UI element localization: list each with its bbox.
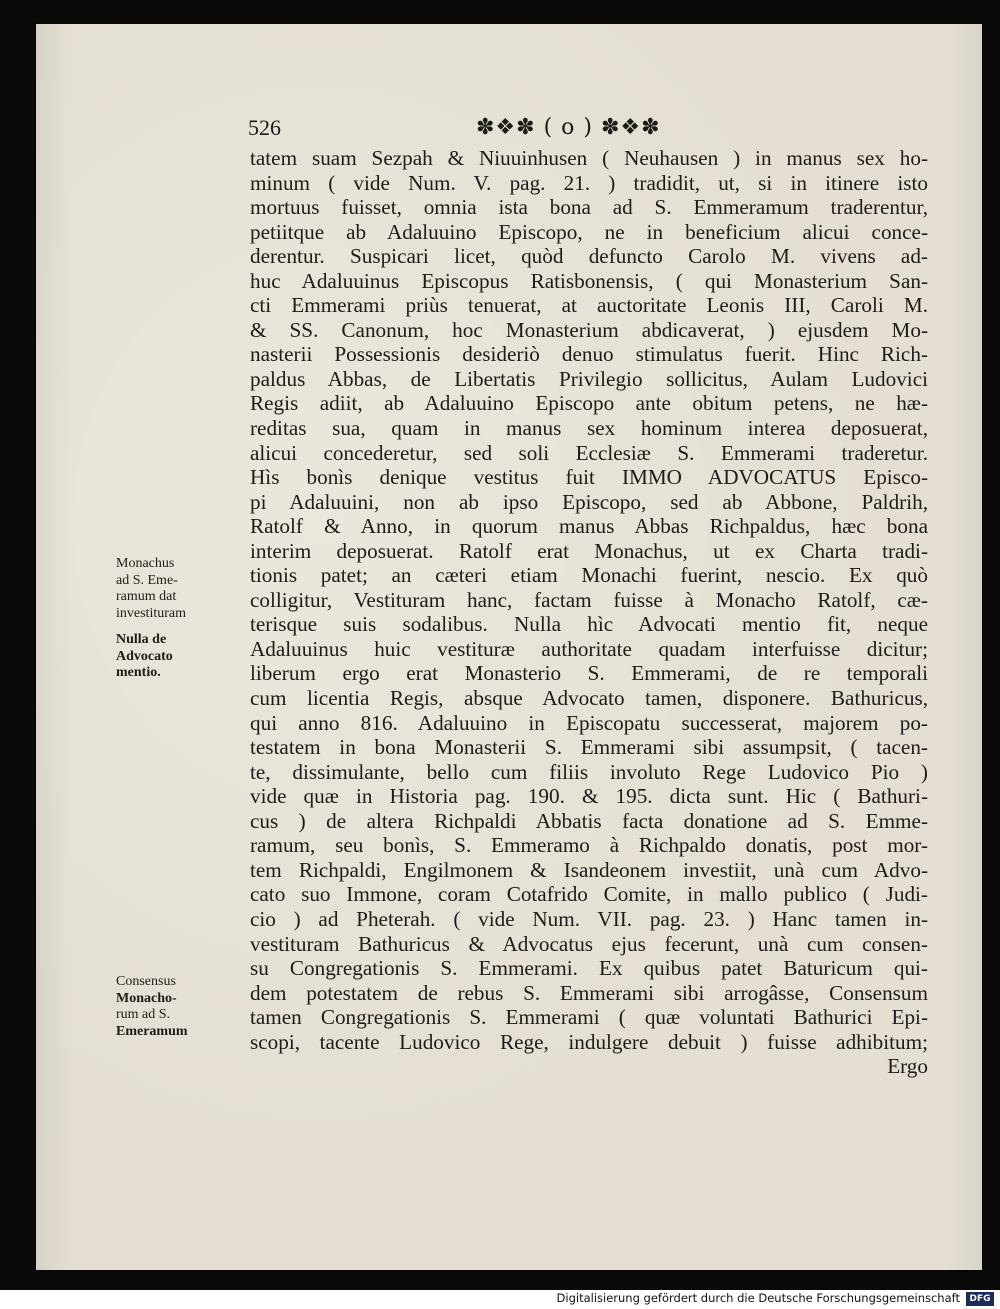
margin-note-line: investituram xyxy=(116,605,186,621)
text-line: scopi, tacente Ludovico Rege, indulgere debuit ) fuisse adhibitum; xyxy=(250,1029,928,1054)
text-line: alicui concederetur, sed soli Ecclesiæ S. Emmerami traderetur. xyxy=(250,440,928,465)
text-line: ramum, seu bonìs, S. Emmeramo à Richpaldo donatis, post mor- xyxy=(250,833,928,858)
text-line: reditas sua, quam in manus sex hominum interea deposuerat, xyxy=(250,416,928,441)
margin-note-line: ramum dat xyxy=(116,589,177,604)
text-line: tem Richpaldi, Engilmonem & Isandeonem investiit, unà cum Advo- xyxy=(250,857,928,882)
header-ornament: ✽❖✽ ( o ) ✽❖✽ xyxy=(476,115,661,140)
margin-note-line: mentio. xyxy=(116,665,161,680)
margin-note-line: Nulla de xyxy=(116,632,167,647)
text-line: Adaluuinus huic vestituræ authoritate quadam interfuisse dicitur; xyxy=(250,636,928,661)
margin-note-line: ad S. Eme- xyxy=(116,572,178,588)
text-line: Regis adiit, ab Adaluuino Episcopo ante obitum petens, ne hæ- xyxy=(250,391,928,416)
funding-notice: Digitalisierung gefördert durch die Deutsche Forschungsgemeinschaft xyxy=(556,1291,960,1305)
text-line: tamen Congregationis S. Emmerami ( quæ voluntati Bathurici Epi- xyxy=(250,1005,928,1030)
margin-note-line: Monachus xyxy=(116,556,175,571)
text-line: te, dissimulante, bello cum filiis involuto Rege Ludovico Pio ) xyxy=(250,759,928,784)
text-line: dem potestatem de rebus S. Emmerami sibi arrogâsse, Consensum xyxy=(250,980,928,1005)
text-line: tionis patet; an cæteri etiam Monachi fuerint, nescio. Ex quò xyxy=(250,563,928,588)
margin-note-line: Emeramum xyxy=(116,1023,188,1039)
dfg-logo-icon: DFG xyxy=(966,1292,994,1306)
text-line: vide quæ in Historia pag. 190. & 195. dicta sunt. Hic ( Bathuri- xyxy=(250,784,928,809)
text-line: cato suo Immone, coram Cotafrido Comite, in mallo publico ( Judi- xyxy=(250,882,928,907)
text-line: huc Adaluuinus Episcopus Ratisbonensis, ( qui Monasterium San- xyxy=(250,268,928,293)
margin-note-consent xyxy=(116,974,248,1040)
text-line: terisque suis sodalibus. Nulla hìc Advocati mentio fit, neque xyxy=(250,612,928,637)
margin-note-investiture xyxy=(116,556,248,622)
text-line: cum licentia Regis, absque Advocato tamen, disponere. Bathuricus, xyxy=(250,686,928,711)
margin-note-advocate xyxy=(116,632,248,682)
margin-note-line: rum ad S. xyxy=(116,1007,171,1022)
text-line: interim deposuerat. Ratolf erat Monachus, ut ex Charta tradi- xyxy=(250,538,928,563)
text-line: Ratolf & Anno, in quorum manus Abbas Richpaldus, hæc bona xyxy=(250,514,928,539)
margin-note-line: Monacho- xyxy=(116,990,177,1006)
text-line: su Congregationis S. Emmerami. Ex quibus patet Baturicum qui- xyxy=(250,956,928,981)
text-line: paldus Abbas, de Libertatis Privilegio sollicitus, Aulam Ludovici xyxy=(250,366,928,391)
text-line: colligitur, Vestituram hanc, factam fuisse à Monacho Ratolf, cæ- xyxy=(250,587,928,612)
text-line: & SS. Canonum, hoc Monasterium abdicaverat, ) ejusdem Mo- xyxy=(250,317,928,342)
text-line: testatem in bona Monasterii S. Emmerami sibi assumpsit, ( tacen- xyxy=(250,735,928,760)
text-line: tatem suam Sezpah & Niuuinhusen ( Neuhausen ) in manus sex ho- xyxy=(250,146,928,170)
text-line: Hìs bonìs denique vestitus fuit IMMO ADVOCATUS Episco- xyxy=(250,465,928,490)
text-line: petiitque ab Adaluuino Episcopo, ne in beneficium alicui conce- xyxy=(250,219,928,244)
text-line: vestituram Bathuricus & Advocatus ejus fecerunt, unà cum consen- xyxy=(250,931,928,956)
text-line: pi Adaluuini, non ab ipso Episcopo, sed ab Abbone, Paldrih, xyxy=(250,489,928,514)
text-line: qui anno 816. Adaluuino in Episcopatu successerat, majorem po- xyxy=(250,710,928,735)
text-line: liberum ergo erat Monasterio S. Emmerami, de re temporali xyxy=(250,661,928,686)
catchword: Ergo xyxy=(887,1054,928,1079)
text-line: nasterii Possessionis desideriò denuo stimulatus fuerit. Hinc Rich- xyxy=(250,342,928,367)
text-line: derentur. Suspicari licet, quòd defuncto Carolo M. vivens ad- xyxy=(250,244,928,269)
text-line: cio ) ad Pheterah. ( vide Num. VII. pag. 23. ) Hanc tamen in- xyxy=(250,906,928,931)
main-text-column xyxy=(250,146,928,1079)
text-line: cti Emmerami priùs tenuerat, at auctoritate Leonis III, Caroli M. xyxy=(250,293,928,318)
text-line: cus ) de altera Richpaldi Abbatis facta donatione ad S. Emme- xyxy=(250,808,928,833)
margin-note-line: Consensus xyxy=(116,974,176,989)
page-header xyxy=(248,115,928,143)
footer-bar xyxy=(0,1290,1000,1309)
text-line: mortuus fuisset, omnia ista bona ad S. Emmeramum traderentur, xyxy=(250,195,928,220)
margin-note-line: Advocato xyxy=(116,648,173,664)
text-line: minum ( vide Num. V. pag. 21. ) tradidit, ut, si in itinere isto xyxy=(250,170,928,195)
page-number: 526 xyxy=(248,115,281,140)
